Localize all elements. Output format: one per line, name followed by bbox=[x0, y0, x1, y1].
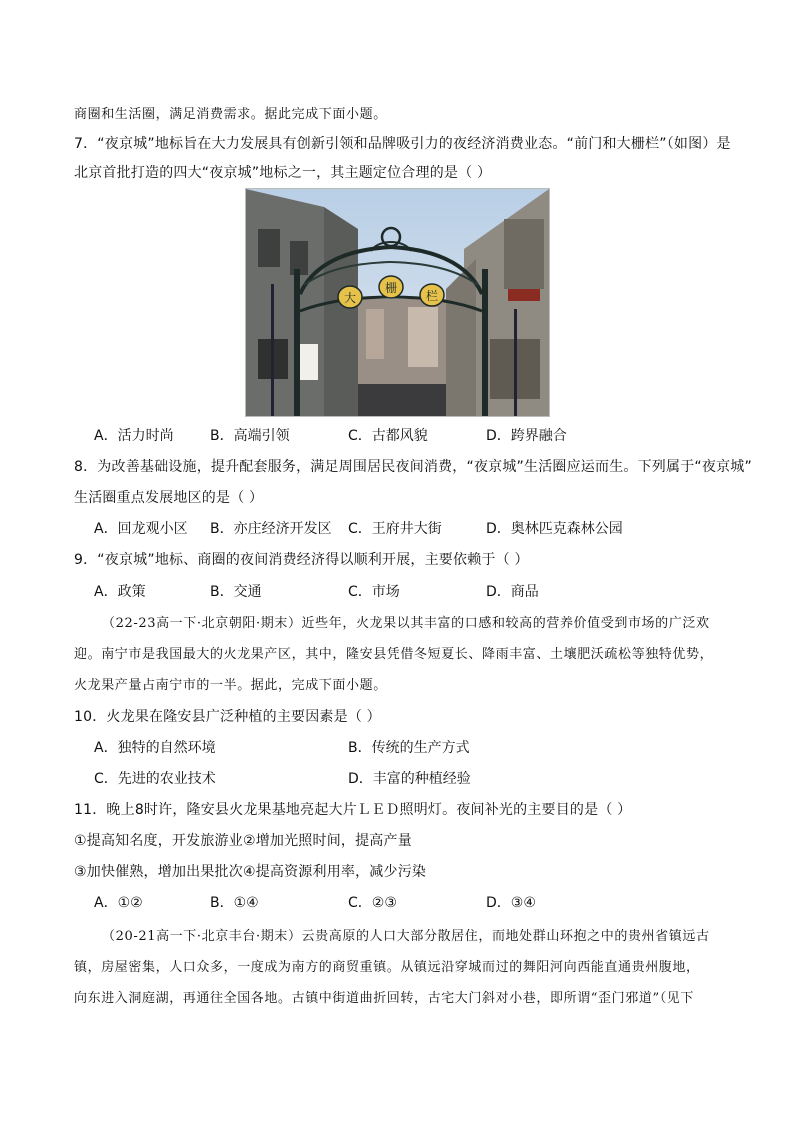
question-7-text: 7．“夜京城”地标旨在大力发展具有创新引领和品牌吸引力的夜经济消费业态。“前门和大栅栏”（如图）是 bbox=[74, 136, 731, 152]
material-3-text-end: 向东进入洞庭湖，再通往全国各地。古镇中街道曲折回转，古宅大门斜对小巷，即所谓“歪门邪道”（见下 bbox=[74, 991, 694, 1006]
q8-option-a: A．回龙观小区 bbox=[94, 521, 188, 537]
q9-option-a: A．政策 bbox=[94, 584, 146, 600]
material-3-text-cont: 镇，房屋密集，人口众多，一度成为南方的商贸重镇。从镇远沿穿城而过的舞阳河向西能直通贵州腹地， bbox=[74, 960, 700, 975]
question-11-statements-1: ①提高知名度，开发旅游业②增加光照时间，提高产量 bbox=[74, 833, 412, 849]
gate-sign-char-2: 栅 bbox=[384, 281, 398, 295]
q8-option-c: C．王府井大街 bbox=[348, 521, 442, 537]
q10-option-d: D．丰富的种植经验 bbox=[348, 771, 471, 787]
question-8-text: 8．为改善基础设施，提升配套服务，满足周围居民夜间消费，“夜京城”生活圈应运而生。下列属于“夜京城” bbox=[74, 459, 752, 475]
q11-option-a: A．①② bbox=[94, 895, 143, 911]
q7-option-c: C．古都风貌 bbox=[348, 428, 428, 444]
material-text: 商圈和生活圈，满足消费需求。据此完成下面小题。 bbox=[74, 107, 387, 122]
q10-option-b: B．传统的生产方式 bbox=[348, 740, 470, 756]
q10-option-c: C．先进的农业技术 bbox=[94, 771, 216, 787]
q8-option-b: B．亦庄经济开发区 bbox=[210, 521, 332, 537]
material-2-text: （22-23高一下·北京朝阳·期末）近些年，火龙果以其丰富的口感和较高的营养价值受到市场的广泛欢 bbox=[102, 616, 710, 631]
q11-option-c: C．②③ bbox=[348, 895, 397, 911]
q8-option-d: D．奥林匹克森林公园 bbox=[486, 521, 623, 537]
q11-option-d: D．③④ bbox=[486, 895, 536, 911]
gate-sign-char-3: 栏 bbox=[425, 289, 439, 303]
q7-option-a: A．活力时尚 bbox=[94, 428, 174, 444]
q11-option-b: B．①④ bbox=[210, 895, 259, 911]
q9-option-c: C．市场 bbox=[348, 584, 400, 600]
question-7-text-cont: 北京首批打造的四大“夜京城”地标之一，其主题定位合理的是（ ） bbox=[74, 165, 492, 181]
question-9-text: 9．“夜京城”地标、商圈的夜间消费经济得以顺利开展，主要依赖于（ ） bbox=[74, 552, 529, 568]
q10-option-a: A．独特的自然环境 bbox=[94, 740, 216, 756]
material-2-text-end: 火龙果产量占南宁市的一半。据此，完成下面小题。 bbox=[74, 678, 387, 693]
q9-option-d: D．商品 bbox=[486, 584, 539, 600]
q7-option-d: D．跨界融合 bbox=[486, 428, 567, 444]
question-11-text: 11．晚上8时许，隆安县火龙果基地亮起大片ＬＥＤ照明灯。夜间补光的主要目的是（ ） bbox=[74, 802, 632, 818]
dashilan-gate-photo bbox=[245, 188, 550, 417]
question-10-text: 10．火龙果在隆安县广泛种植的主要因素是（ ） bbox=[74, 709, 381, 725]
question-11-statements-2: ③加快催熟，增加出果批次④提高资源利用率，减少污染 bbox=[74, 864, 427, 880]
gate-sign-char-1: 大 bbox=[343, 291, 357, 305]
q7-option-b: B．高端引领 bbox=[210, 428, 290, 444]
q9-option-b: B．交通 bbox=[210, 584, 262, 600]
question-8-text-cont: 生活圈重点发展地区的是（ ） bbox=[74, 490, 264, 506]
material-2-text-cont: 迎。南宁市是我国最大的火龙果产区，其中，隆安县凭借冬短夏长、降雨丰富、土壤肥沃疏松等独特优势， bbox=[74, 647, 714, 662]
material-3-text: （20-21高一下·北京丰台·期末）云贵高原的人口大部分散居住，而地处群山环抱之中的贵州省镇远古 bbox=[102, 929, 710, 944]
